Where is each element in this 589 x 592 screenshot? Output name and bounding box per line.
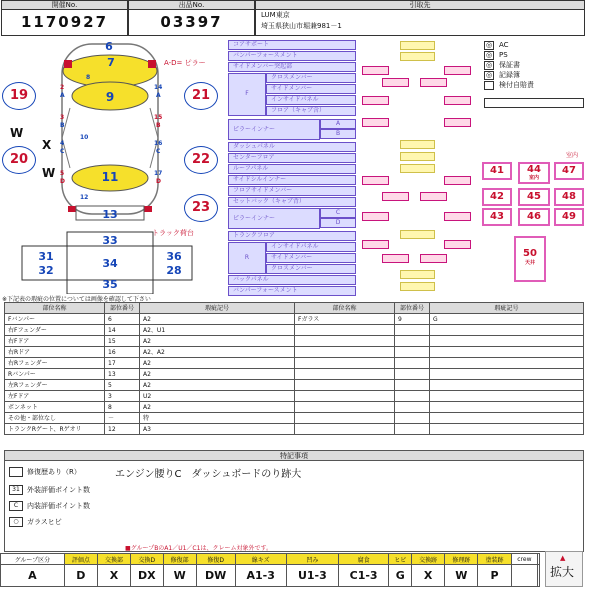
interior-48-num: 48 [562,191,576,202]
grade-header: 修復部 [163,554,196,565]
marker [444,212,471,221]
lot-no-label: 出品No. [129,1,254,10]
part-pillar-inner-a[interactable]: A [320,119,356,129]
table-cell: 右Fドア [5,336,105,347]
table-cell: 右Rドア [5,347,105,358]
table-header [5,303,584,314]
interior-42[interactable] [482,188,512,206]
part-7-circle[interactable]: 7 [107,56,115,69]
table-cell [295,424,395,435]
check-warranty-mark: ◎ [485,60,493,69]
table-cell: 16 [105,347,140,358]
grade-value: W [445,565,478,587]
check-inspection[interactable] [484,80,584,90]
table-cell: トランクRゲート、Rゲオリ [5,424,105,435]
grade-value: U1-3 [286,565,338,587]
table-cell: 8 [105,402,140,413]
grade-value [511,565,538,587]
marker-y [400,282,435,291]
part-side-member-tip[interactable]: サイドメンバー突起部 [228,62,356,72]
table-cell: 15 [105,336,140,347]
num-10: 10 [80,134,89,141]
table-row [5,413,584,424]
special-notes-title: 特記事項 [5,451,583,461]
marker-y [400,41,435,50]
check-ps-label: PS [499,51,508,59]
interior-48[interactable] [554,188,584,206]
table-row [5,358,584,369]
interior-41-num: 41 [490,165,504,176]
table-cell: 特 [140,413,295,424]
table-cell [295,380,395,391]
part-f-floor[interactable]: フロア（キャブ含） [266,106,356,116]
num-14a: A [156,92,161,99]
grade-value: P [478,565,511,587]
auction-no-value: 1170927 [20,13,109,31]
table-cell: 9 [395,314,430,325]
marker [420,254,447,263]
truck-bed-label: トラック荷台 [152,229,194,237]
part-31-label[interactable]: 31 [38,250,54,263]
legend-glass-symbol: ○ [9,517,23,527]
part-11-circle[interactable]: 11 [101,170,119,184]
grade-header: 線キズ [235,554,286,565]
grade-value: W [163,565,196,587]
check-ps[interactable] [484,50,584,60]
marker [362,176,389,185]
grade-header: 修理跡 [445,554,478,565]
table-row [5,347,584,358]
grade-header: 腐食 [338,554,389,565]
destination-line2: 埼玉県狭山市堀兼981－1 [261,22,342,30]
part-pillar-inner-rear: ピラーインナー [228,208,320,229]
part-35-label[interactable]: 35 [102,278,118,291]
marker [362,66,389,75]
grade-value: DW [196,565,235,587]
col-part-name-2: 部位名称 [295,303,395,314]
table-cell: Fガラス [295,314,395,325]
interior-44-sub: 室内 [528,175,539,181]
grade-header: 交換跡 [412,554,445,565]
table-cell: 12 [105,424,140,435]
interior-46-num: 46 [527,211,541,222]
interior-43-num: 43 [490,211,504,222]
table-cell: 3 [105,391,140,402]
marker [362,212,389,221]
part-pillar-inner-b[interactable]: B [320,129,356,139]
table-cell [430,358,584,369]
check-records-mark: ◎ [485,70,493,79]
check-ac[interactable] [484,40,584,50]
grade-value: X [412,565,445,587]
grade-value-row [1,565,540,587]
table-cell: A2 [140,369,295,380]
destination-label: 引取先 [256,1,584,10]
interior-47[interactable] [554,162,584,180]
part-20-circle[interactable]: 20 [2,146,36,174]
part-28-label[interactable]: 28 [166,264,182,277]
table-cell [295,391,395,402]
table-row [5,424,584,435]
side-left-x: X [42,138,52,152]
a-pillar-label: A-D= ピラー [164,59,206,67]
interior-50-sub: 天井 [524,260,535,266]
part-34-label[interactable]: 34 [102,257,118,270]
num-14: 14 [154,84,163,91]
marker [382,254,409,263]
part-pillar-inner-c[interactable]: C [320,208,356,218]
interior-42-num: 42 [490,191,504,202]
part-dash-panel[interactable]: ダッシュパネル [228,142,356,152]
table-cell: 13 [105,369,140,380]
table-cell: G [430,314,584,325]
part-23-circle[interactable]: 23 [184,194,218,222]
table-cell [430,336,584,347]
col-defect-2: 瑕疵記号 [430,303,584,314]
marker [444,240,471,249]
num-16c: C [156,148,161,155]
table-cell [295,358,395,369]
table-cell: 17 [105,358,140,369]
part-bumper-reinforcement-f[interactable]: バンパーフォースメント [228,51,356,61]
marker-y [400,270,435,279]
destination-box [255,0,585,36]
col-part-name: 部位名称 [5,303,105,314]
num-2a: A [60,92,65,99]
marker-y [400,230,435,239]
table-cell: ボンネット [5,402,105,413]
side-left-top: W [10,126,24,140]
table-cell [430,325,584,336]
interior-43[interactable] [482,208,512,226]
check-ac-label: AC [499,41,509,49]
table-cell [295,413,395,424]
table-cell [395,336,430,347]
table-cell [430,402,584,413]
damage-table [4,302,584,435]
check-inspection-label: 検付自賠責 [499,81,534,89]
part-group-r: R [228,242,266,274]
table-cell [430,424,584,435]
table-cell: Rバンパー [5,369,105,380]
marker-y [400,164,435,173]
table-cell [395,380,430,391]
part-back-panel[interactable]: バックパネル [228,275,356,285]
num-4c: C [60,148,65,155]
table-cell: A3 [140,424,295,435]
part-21-circle[interactable]: 21 [184,82,218,110]
part-19-circle[interactable]: 19 [2,82,36,110]
marker [420,192,447,201]
table-cell [295,325,395,336]
destination-line1: LUM東京 [261,11,290,19]
grade-value [538,565,540,587]
table-row [5,380,584,391]
num-15b: B [156,122,161,129]
part-r-side-member[interactable]: サイドメンバー [266,253,356,263]
grade-table [0,553,540,587]
num-16: 16 [154,140,163,147]
table-cell: 右Rフェンダー [5,358,105,369]
claim-warning: ■グループBのA1／U1／C1は、クレーム対象外です。 [125,545,272,552]
table-cell: A2、U1 [140,325,295,336]
part-22-circle[interactable]: 22 [184,146,218,174]
table-cell [395,391,430,402]
table-cell [395,347,430,358]
marker-y [400,152,435,161]
table-cell: A2、A2 [140,347,295,358]
part-f-side-member[interactable]: サイドメンバー [266,84,356,94]
table-cell: 左Rフェンダー [5,380,105,391]
equipment-checklist [484,40,584,108]
legend-interior-label: 内装評価ポイント数 [27,502,90,510]
interior-45[interactable] [518,188,550,206]
part-6-circle[interactable]: 6 [105,40,113,53]
table-cell: 14 [105,325,140,336]
part-floor-side-member[interactable]: フロアサイドメンバー [228,186,356,196]
grade-header: 交換D [131,554,163,565]
auction-no-label: 開催No. [2,1,127,10]
part-33-label[interactable]: 33 [102,234,118,247]
grade-header: 凹み [286,554,338,565]
part-r-inside-panel[interactable]: インサイドパネル [266,242,356,252]
num-4: 4 [60,140,65,147]
table-cell [430,413,584,424]
table-row [5,314,584,325]
grade-header: 修復D [196,554,235,565]
legend-exterior-points [9,485,90,495]
table-cell: 6 [105,314,140,325]
part-r-cross-member[interactable]: クロスメンバー [266,264,356,274]
num-5: 5 [60,170,65,177]
grade-header: 評価点 [64,554,97,565]
table-cell [295,336,395,347]
table-cell: A2 [140,380,295,391]
grade-value: X [97,565,130,587]
table-cell [295,402,395,413]
lot-no-value: 03397 [160,13,223,31]
marker-y [400,52,435,61]
table-cell [430,380,584,391]
part-9-circle[interactable]: 9 [105,90,115,104]
table-cell: その他・部位なし [5,413,105,424]
interior-46[interactable] [518,208,550,226]
marker [382,192,409,201]
table-cell [430,347,584,358]
part-core-support[interactable]: コアサポート [228,40,356,50]
part-center-floor[interactable]: センターフロア [228,153,356,163]
grade-header [538,554,540,565]
marker [444,66,471,75]
part-pillar-inner-front: ピラーインナー [228,119,320,140]
part-pillar-inner-d[interactable]: D [320,218,356,228]
table-cell [395,325,430,336]
part-36-label[interactable]: 36 [166,250,182,263]
interior-41[interactable] [482,162,512,180]
special-notes-text: エンジン腰りC ダッシュボードのり跡大 [115,469,302,480]
interior-45-num: 45 [527,191,541,202]
grade-value: DX [131,565,163,587]
expand-icon: ▲ [560,554,566,562]
check-warranty-label: 保証書 [499,61,520,69]
check-records[interactable] [484,70,584,80]
grade-header: ヒビ [389,554,412,565]
check-records-label: 記録簿 [499,71,520,79]
interior-50-num: 50 [523,248,537,259]
table-cell: － [105,413,140,424]
part-f-cross-member[interactable]: クロスメンバー [266,73,356,83]
marker [362,240,389,249]
num-15: 15 [154,114,163,121]
interior-44[interactable] [518,162,550,184]
check-ps-mark: ◎ [485,50,493,59]
table-cell [430,391,584,402]
legend-repair [9,467,81,477]
table-cell: A2 [140,402,295,413]
grade-header: crew [511,554,538,565]
legend-repair-symbol [9,467,23,477]
table-cell [395,358,430,369]
part-setback[interactable]: セットバック（キャブ背） [228,197,356,207]
zoom-label: 拡大 [550,565,575,579]
table-cell: A2 [140,336,295,347]
legend-interior-points [9,501,90,511]
check-ac-mark: ◎ [485,40,493,49]
num-8: 8 [86,74,91,81]
table-row [5,369,584,380]
num-5d: D [60,178,65,185]
marker [444,96,471,105]
num-17: 17 [154,170,163,177]
grade-value: A [1,565,65,587]
table-cell: 右Fフェンダー [5,325,105,336]
table-cell: A2 [140,358,295,369]
table-cell [430,369,584,380]
legend-glass-label: ガラスヒビ [27,518,62,526]
part-group-f: F [228,73,266,116]
grade-value: A1-3 [235,565,286,587]
grade-value: G [389,565,412,587]
marker [444,176,471,185]
table-cell: 左Fドア [5,391,105,402]
table-row [5,325,584,336]
num-17d: D [156,178,161,185]
table-cell: U2 [140,391,295,402]
num-3: 3 [60,114,65,121]
lot-no-box [128,0,255,36]
part-roof-panel[interactable]: ルーフパネル [228,164,356,174]
grade-value: D [64,565,97,587]
marker [420,78,447,87]
table-note: ※下記表の瑕疵の位置については画像を確認して下さい [2,296,151,303]
table-cell: Fバンパー [5,314,105,325]
part-13-circle[interactable]: 13 [102,208,118,221]
side-left-bottom: W [42,166,56,180]
table-cell [395,402,430,413]
num-12: 12 [80,194,89,201]
special-notes-box [4,450,584,552]
interior-label: 室内 [566,152,579,159]
grade-header: 交換部 [97,554,130,565]
table-cell [295,369,395,380]
interior-44-num: 44 [527,164,541,175]
grade-header: グループ区分 [1,554,65,565]
num-2: 2 [60,84,65,91]
interior-49-num: 49 [562,211,576,222]
auction-no-box [1,0,128,36]
num-3b: B [60,122,65,129]
legend-glass-crack [9,517,62,527]
grade-value: C1-3 [338,565,389,587]
table-row [5,391,584,402]
legend-exterior-label: 外装評価ポイント数 [27,486,90,494]
grade-header-row [1,554,540,565]
part-trunk-floor[interactable]: トランクフロア [228,231,356,241]
marker [444,118,471,127]
blank-field [484,98,584,108]
col-part-no-2: 部位番号 [395,303,430,314]
legend-interior-symbol: C [9,501,23,511]
interior-47-num: 47 [562,165,576,176]
marker [362,96,389,105]
table-cell [395,413,430,424]
check-warranty[interactable] [484,60,584,70]
interior-50-ceiling[interactable] [514,236,546,282]
table-row [5,402,584,413]
table-cell: A2 [140,314,295,325]
part-bumper-reinforcement-r[interactable]: バンパーフォースメント [228,286,356,296]
check-inspection-mark [484,81,494,90]
table-cell [295,347,395,358]
part-32-label[interactable]: 32 [38,264,54,277]
col-part-no: 部位番号 [105,303,140,314]
legend-repair-label: 修復歴あり（R） [27,468,81,476]
marker [362,118,389,127]
car-diagram [0,38,228,294]
frame-parts-list [228,40,356,292]
grade-header: 塗装跡 [478,554,511,565]
part-side-sill-inner[interactable]: サイドシルインナー [228,175,356,185]
col-defect: 瑕疵記号 [140,303,295,314]
interior-49[interactable] [554,208,584,226]
legend-exterior-symbol: 31 [9,485,23,495]
marker-y [400,140,435,149]
table-cell [395,369,430,380]
table-cell [395,424,430,435]
zoom-button[interactable] [545,551,583,587]
part-f-inside-panel[interactable]: インサイドパネル [266,95,356,105]
table-cell: 5 [105,380,140,391]
marker [382,78,409,87]
table-row [5,336,584,347]
